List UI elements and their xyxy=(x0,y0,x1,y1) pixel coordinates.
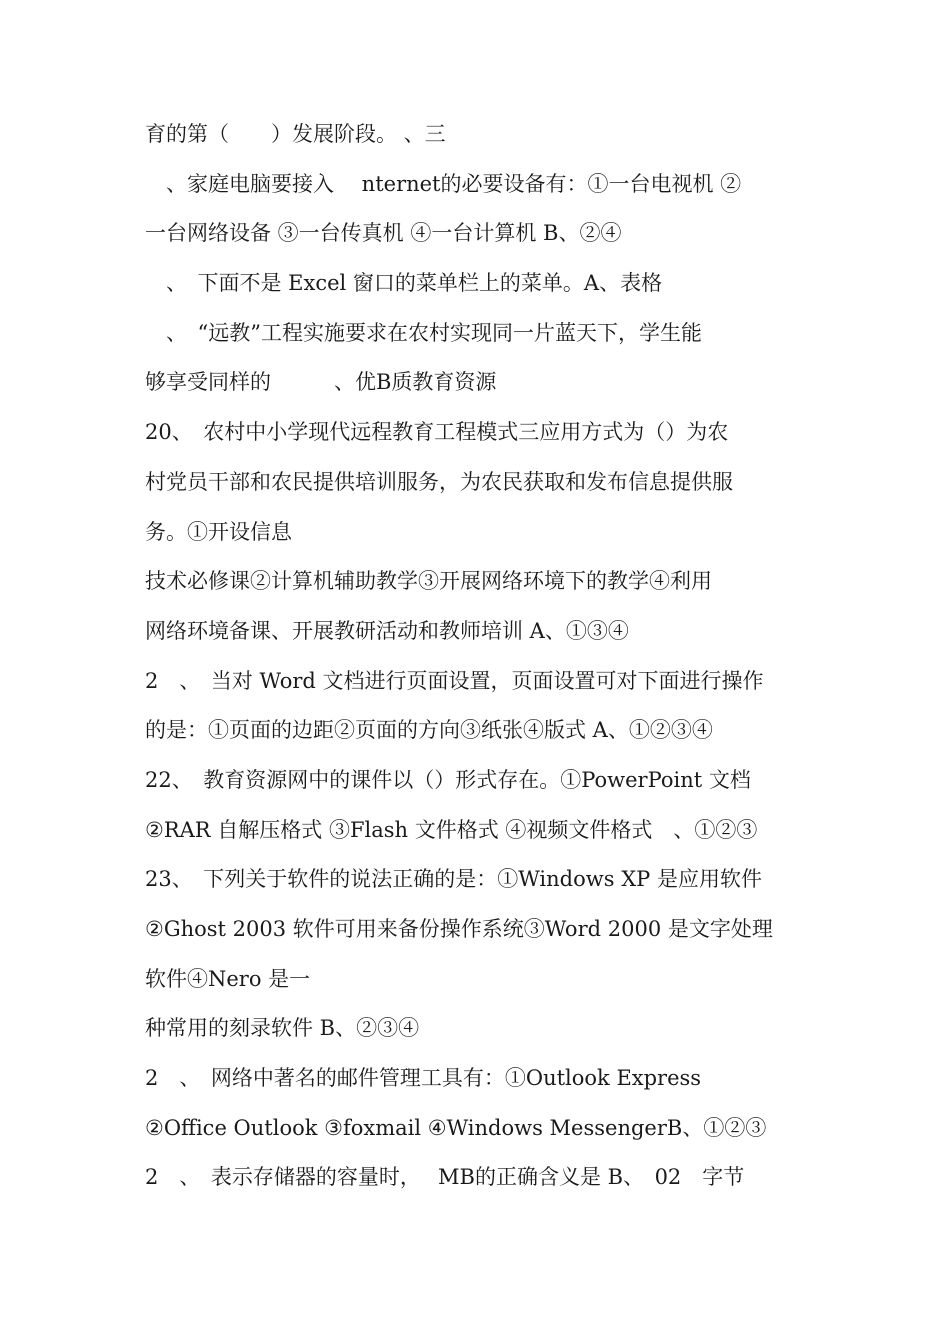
text-line: 村党员干部和农民提供培训服务，为农民获取和发布信息提供服 xyxy=(145,469,733,494)
text-line: 2 、 表示存储器的容量时， MB的正确含义是 B、 02 字节 xyxy=(145,1165,745,1190)
text-line: 20、 农村中小学现代远程教育工程模式三应用方式为（）为农 xyxy=(145,420,729,445)
text-line: 、家庭电脑要接入 nternet的必要设备有：①一台电视机 ② xyxy=(145,171,742,196)
text-line: 够享受同样的 、优B质教育资源 xyxy=(145,370,497,395)
text-line: 软件④Nero 是一 xyxy=(145,966,311,991)
text-line: 、 “远教”工程实施要求在农村实现同一片蓝天下，学生能 xyxy=(145,320,702,345)
text-line: 2 、 网络中著名的邮件管理工具有：①Outlook Express xyxy=(145,1066,702,1091)
text-line: 务。①开设信息 xyxy=(145,519,292,544)
text-line: 技术必修课②计算机辅助教学③开展网络环境下的教学④利用 xyxy=(145,569,712,594)
document-body xyxy=(145,110,815,1203)
text-line: 23、 下列关于软件的说法正确的是：①Windows XP 是应用软件 xyxy=(145,867,762,892)
text-line: 的是：①页面的边距②页面的方向③纸张④版式 A、①②③④ xyxy=(145,718,713,743)
text-line: 网络环境备课、开展教研活动和教师培训 A、①③④ xyxy=(145,618,629,643)
text-line: 22、 教育资源网中的课件以（）形式存在。①PowerPoint 文档 xyxy=(145,767,751,792)
text-line: ②Ghost 2003 软件可用来备份操作系统③Word 2000 是文字处理 xyxy=(145,917,773,941)
text-line: ②Office Outlook ③foxmail ④Windows MessengerB、①②③ xyxy=(145,1115,767,1140)
text-line: 一台网络设备 ③一台传真机 ④一台计算机 B、②④ xyxy=(145,221,622,246)
text-line: ②RAR 自解压格式 ③Flash 文件格式 ④视频文件格式 、①②③ xyxy=(145,817,758,842)
text-line: 育的第（ ）发展阶段。 、三 xyxy=(145,122,446,146)
text-line: 、 下面不是 Excel 窗口的菜单栏上的菜单。A、表格 xyxy=(145,271,663,296)
text-line: 2 、 当对 Word 文档进行页面设置，页面设置可对下面进行操作 xyxy=(145,668,764,693)
text-line: 种常用的刻录软件 B、②③④ xyxy=(145,1016,420,1041)
